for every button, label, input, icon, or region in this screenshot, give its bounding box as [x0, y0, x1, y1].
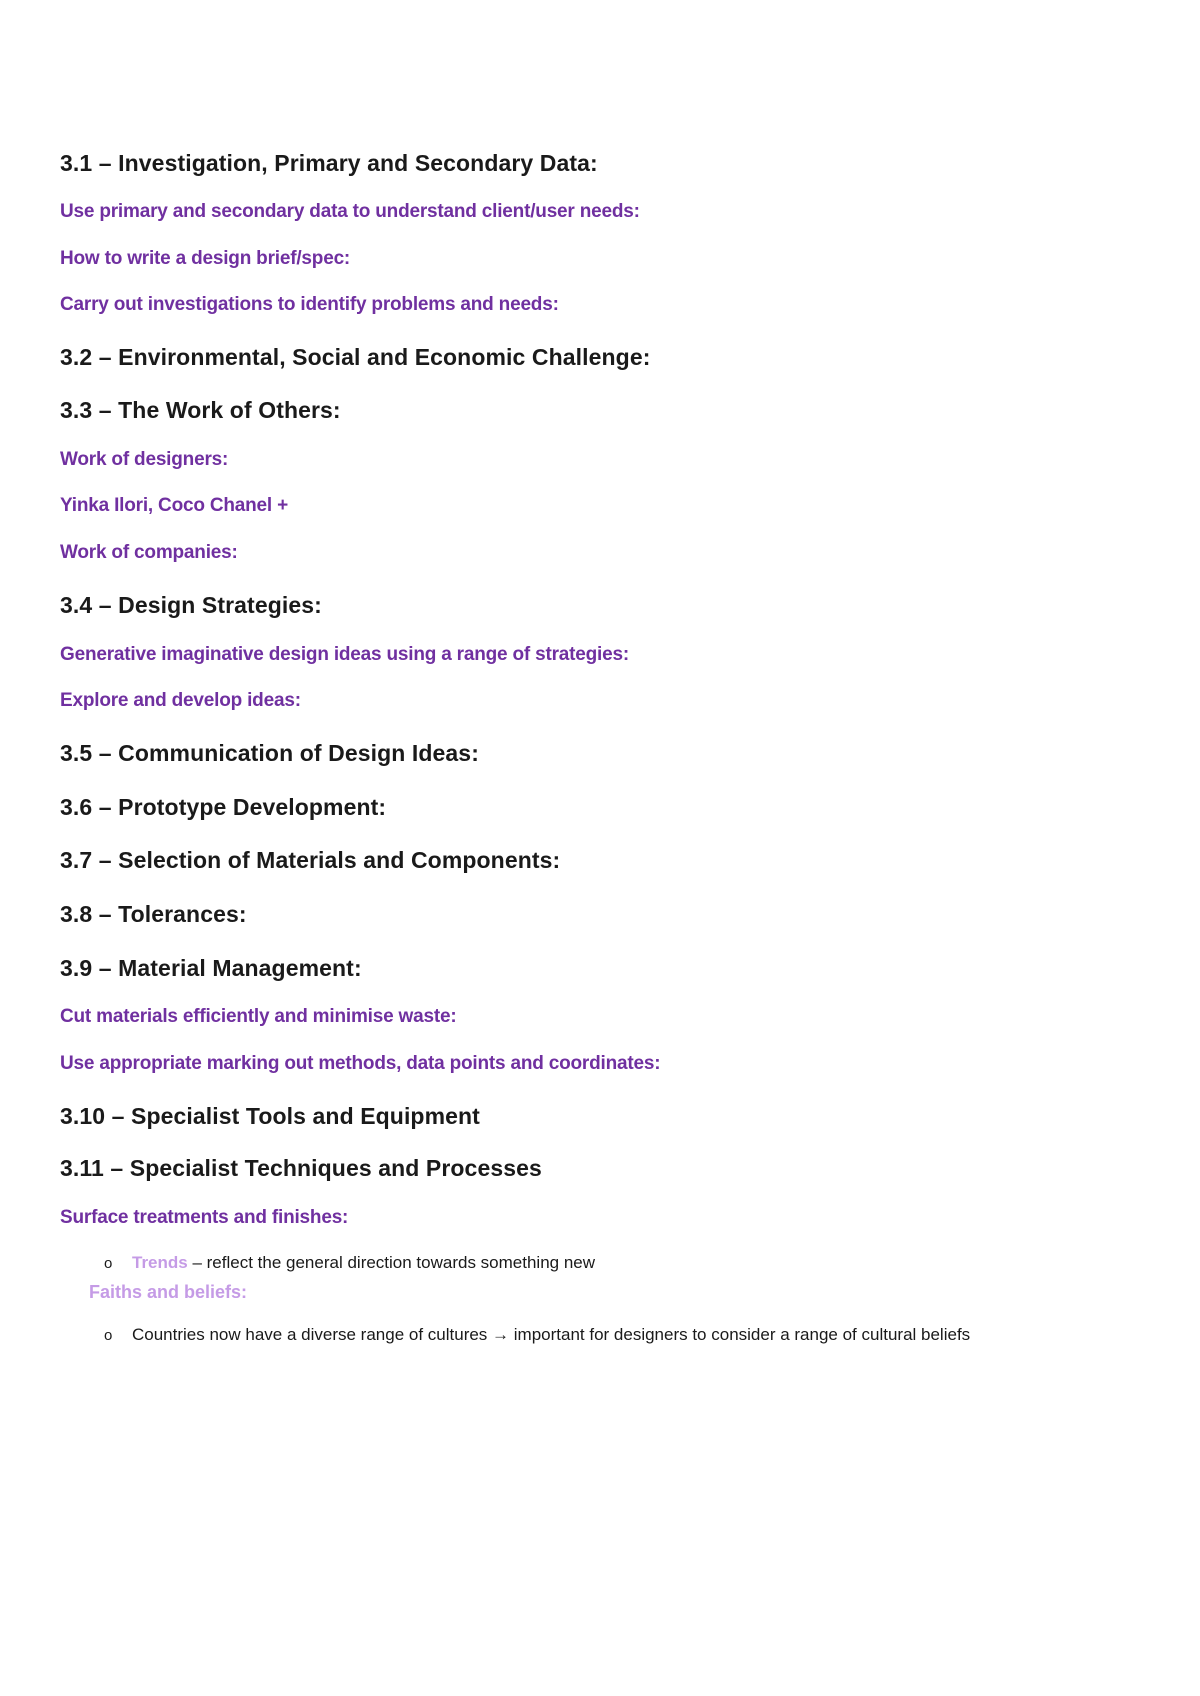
section-heading-3-1: 3.1 – Investigation, Primary and Secondary Data:	[60, 150, 598, 176]
section-heading-3-9: 3.9 – Material Management:	[60, 955, 362, 981]
subheading: Cut materials efficiently and minimise waste:	[60, 1006, 457, 1027]
section-heading-3-5: 3.5 – Communication of Design Ideas:	[60, 740, 479, 766]
section-heading-3-8: 3.8 – Tolerances:	[60, 901, 247, 927]
subheading: Generative imaginative design ideas using a range of strategies:	[60, 644, 630, 665]
countries-text-a: Countries now have a diverse range of cultures	[132, 1325, 493, 1344]
subheading: Work of companies:	[60, 542, 238, 563]
trends-term: Trends	[132, 1253, 188, 1272]
section-heading-3-11: 3.11 – Specialist Techniques and Processes	[60, 1155, 542, 1181]
subheading: Use primary and secondary data to understand client/user needs:	[60, 201, 640, 222]
bullet-trends	[104, 1253, 595, 1273]
countries-text-b: important for designers to consider a range of cultural beliefs	[509, 1325, 971, 1344]
section-heading-3-10: 3.10 – Specialist Tools and Equipment	[60, 1103, 480, 1129]
subheading: Work of designers:	[60, 449, 229, 470]
arrow-icon: →	[492, 1325, 510, 1344]
section-heading-3-4: 3.4 – Design Strategies:	[60, 592, 322, 618]
subheading: Yinka Ilori, Coco Chanel +	[60, 495, 288, 516]
trends-text: – reflect the general direction towards something new	[187, 1253, 596, 1272]
section-heading-3-3: 3.3 – The Work of Others:	[60, 397, 341, 423]
bullet-marker: o	[104, 1327, 113, 1344]
section-heading-3-2: 3.2 – Environmental, Social and Economic Challenge:	[60, 344, 651, 370]
bullet-marker: o	[104, 1255, 113, 1272]
subheading: Explore and develop ideas:	[60, 690, 301, 711]
section-heading-3-7: 3.7 – Selection of Materials and Components:	[60, 847, 561, 873]
subheading: Surface treatments and finishes:	[60, 1207, 349, 1228]
section-heading-3-6: 3.6 – Prototype Development:	[60, 794, 387, 820]
subheading: Carry out investigations to identify problems and needs:	[60, 294, 559, 315]
subheading: How to write a design brief/spec:	[60, 248, 351, 269]
subheading: Use appropriate marking out methods, data points and coordinates:	[60, 1053, 661, 1074]
faiths-label: Faiths and beliefs:	[89, 1282, 248, 1302]
bullet-countries	[104, 1325, 970, 1345]
